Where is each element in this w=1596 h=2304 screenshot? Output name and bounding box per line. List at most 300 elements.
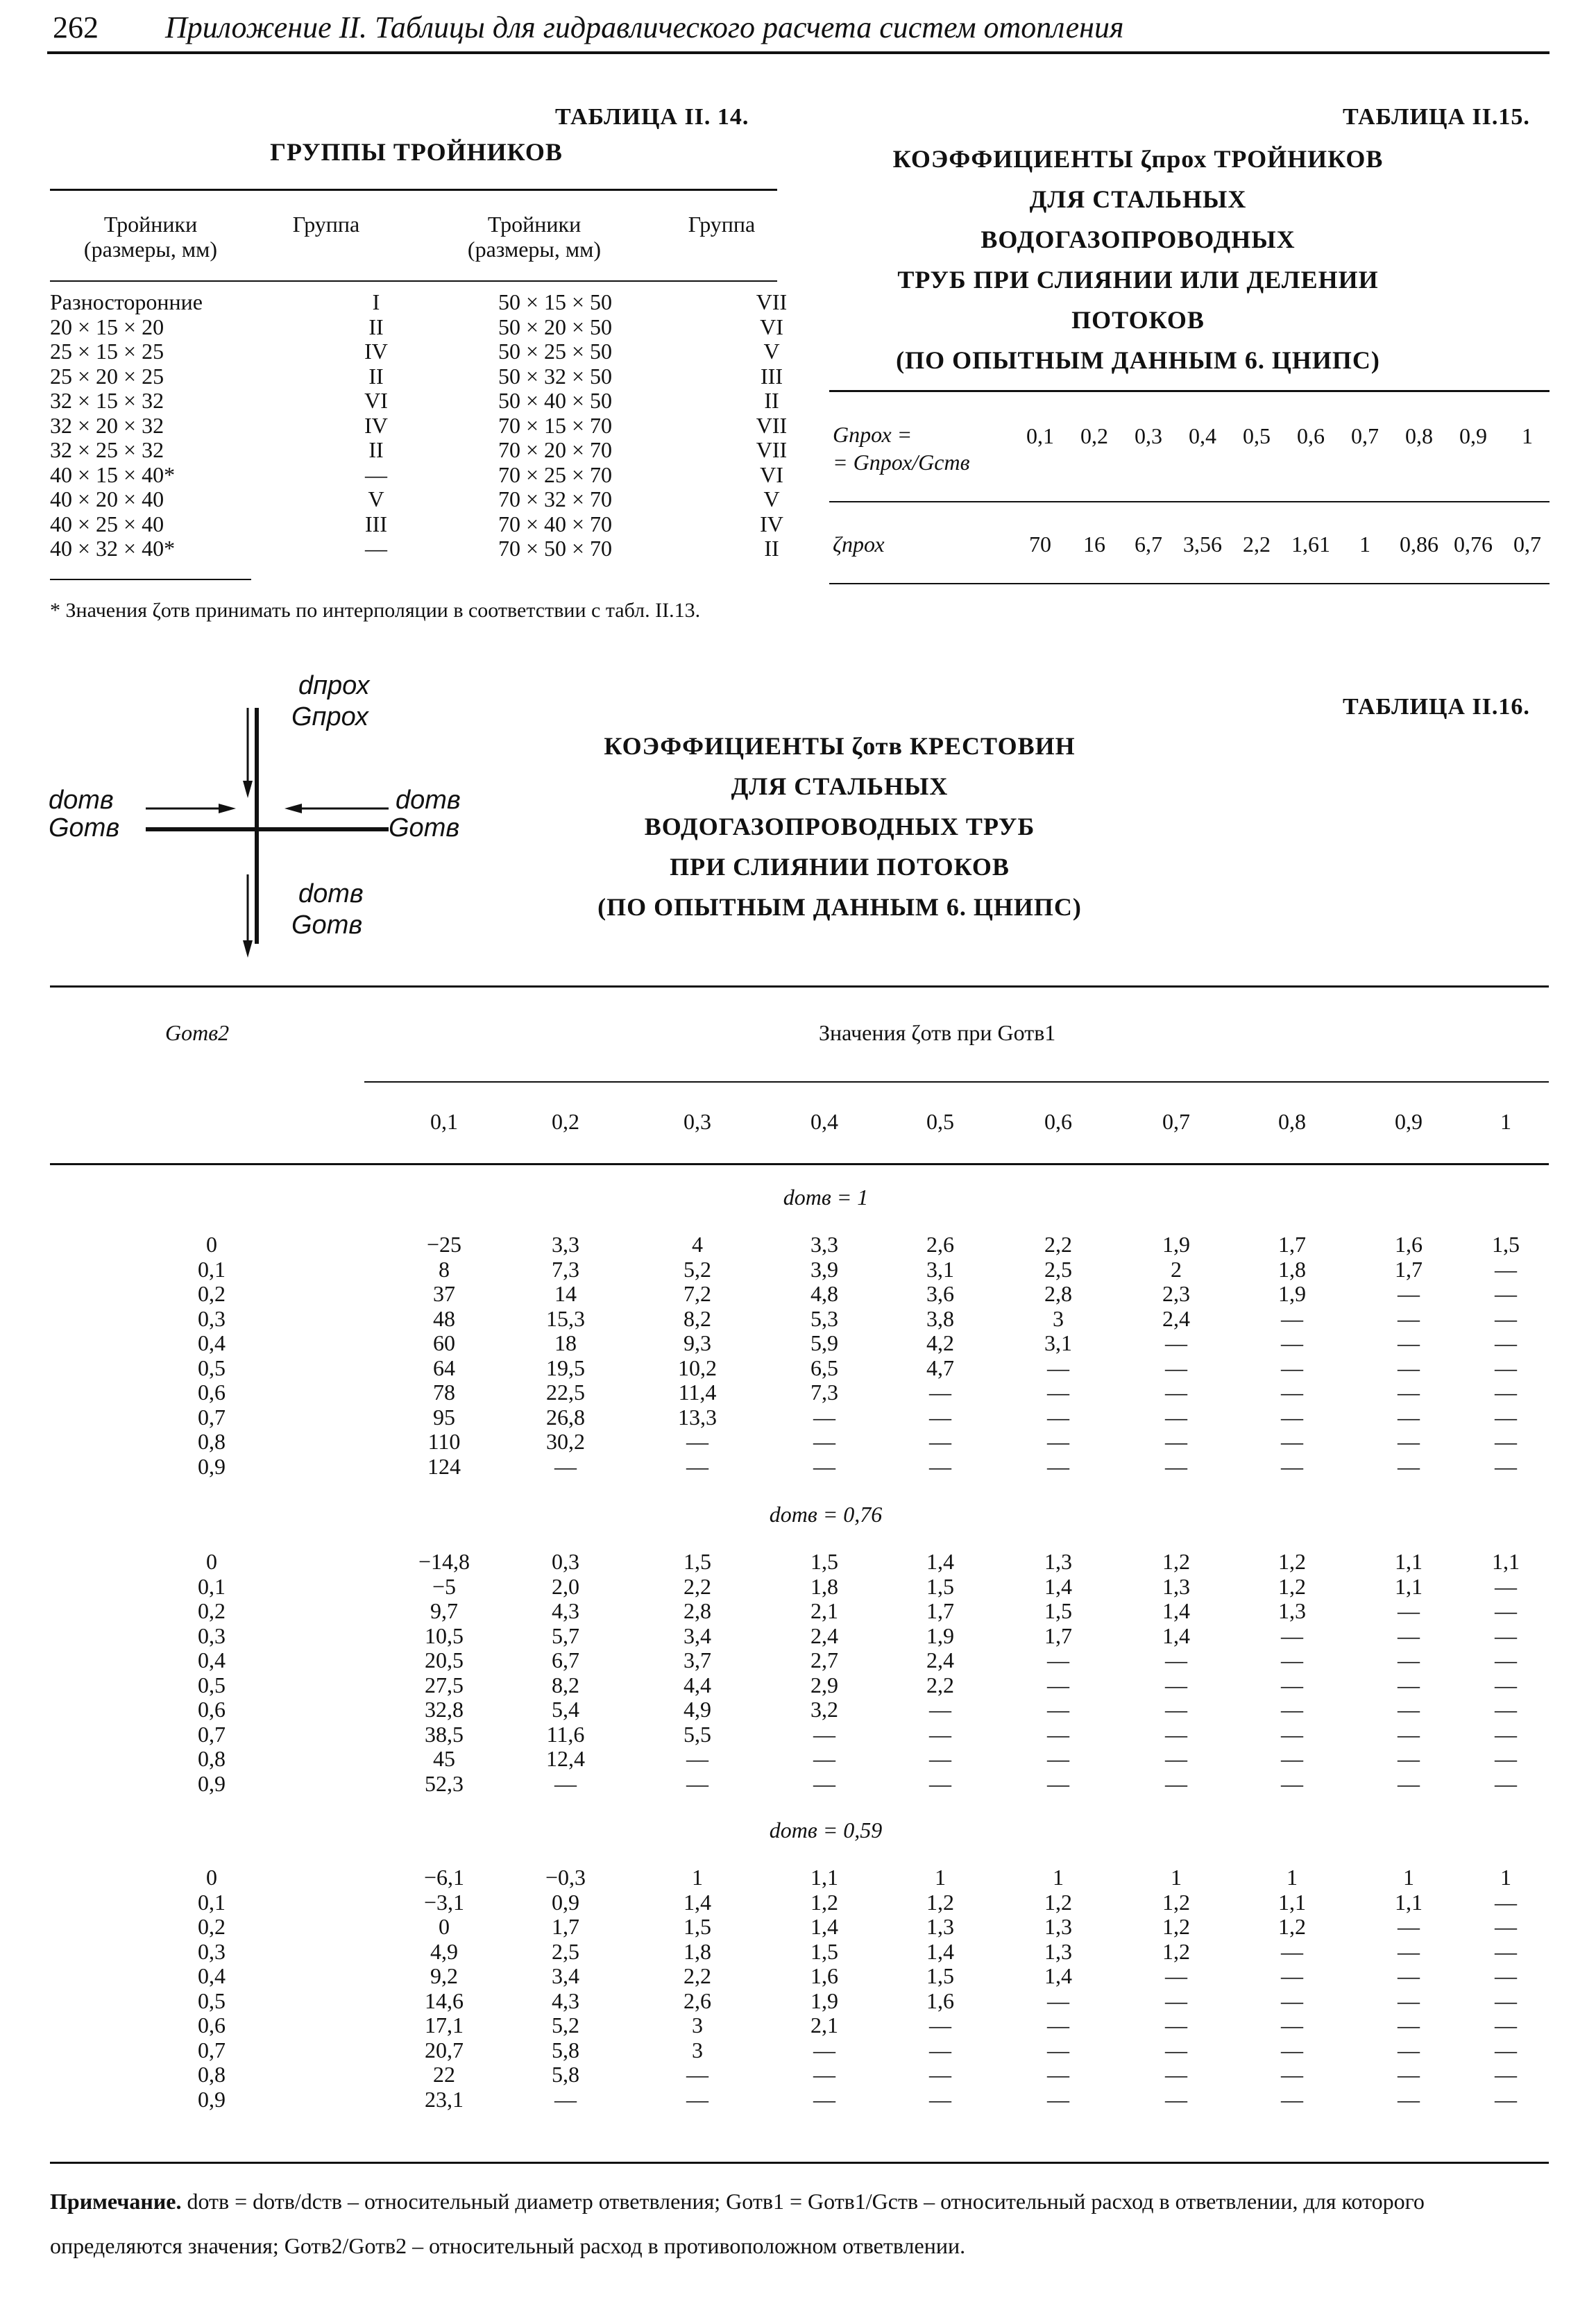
value-cell: —	[1165, 2037, 1187, 2062]
row-label: 0,6	[198, 1697, 226, 1722]
table-row	[0, 1599, 1596, 1624]
value-cell: 14,6	[425, 1988, 464, 2013]
value-cell: —	[1495, 1672, 1517, 1697]
arrow-bottom-head	[243, 940, 253, 958]
value-cell: —	[1398, 1770, 1420, 1796]
value-cell: —	[1165, 1429, 1187, 1454]
value-cell: 1,3	[1044, 1914, 1072, 1939]
tee-group: IV	[364, 339, 388, 364]
table-row	[0, 1940, 1596, 1965]
tee-size: 50 × 20 × 50	[498, 314, 613, 339]
value-cell: 4,8	[810, 1281, 838, 1306]
value-cell: 11,4	[678, 1380, 717, 1405]
value-cell: 4,7	[926, 1355, 954, 1380]
value-cell: 3	[692, 2013, 703, 2038]
g-value: 0,2	[1080, 423, 1108, 448]
table15-title-line: КОЭФФИЦИЕНТЫ ζпрох ТРОЙНИКОВ	[892, 145, 1384, 173]
table16-title-line: ДЛЯ СТАЛЬНЫХ	[731, 772, 949, 800]
table15-title	[826, 139, 1450, 380]
row-label: 0,8	[198, 1746, 226, 1771]
value-cell: —	[1165, 1647, 1187, 1672]
value-cell: —	[1165, 2062, 1187, 2087]
value-cell: —	[813, 1721, 835, 1747]
table15-title-line: ТРУБ ПРИ СЛИЯНИИ ИЛИ ДЕЛЕНИИ	[897, 266, 1379, 294]
table16-title-line: ВОДОГАЗОПРОВОДНЫХ ТРУБ	[644, 813, 1035, 840]
value-cell: —	[1495, 1914, 1517, 1939]
value-cell: —	[1495, 1380, 1517, 1405]
tee-group: V	[368, 486, 384, 511]
value-cell: 8	[439, 1256, 450, 1282]
value-cell: 9,2	[430, 1963, 458, 1988]
col-tee-label: Тройники	[487, 212, 581, 237]
table16-note	[50, 2179, 1552, 2268]
value-cell: 3,1	[926, 1256, 954, 1282]
value-cell: 1,2	[1044, 1889, 1072, 1915]
value-cell: 1,7	[926, 1598, 954, 1623]
value-cell: —	[1495, 1963, 1517, 1988]
table-row	[0, 1257, 1596, 1282]
table14-col-tee-right	[416, 212, 652, 262]
value-cell: 1,5	[684, 1914, 711, 1939]
value-cell: —	[1281, 1380, 1303, 1405]
value-cell: 52,3	[425, 1770, 464, 1796]
value-cell: 1,2	[1278, 1914, 1306, 1939]
value-cell: —	[1495, 1305, 1517, 1331]
value-cell: —	[1398, 1721, 1420, 1747]
value-cell: 2,1	[810, 1598, 838, 1623]
zeta-value: 1	[1359, 532, 1370, 557]
value-cell: 1,3	[926, 1914, 954, 1939]
value-cell: 1,6	[926, 1988, 954, 2013]
value-cell: 1,1	[1492, 1549, 1520, 1574]
value-cell: —	[1495, 1938, 1517, 1964]
row-label: 0,3	[198, 1938, 226, 1964]
value-cell: 2,2	[926, 1672, 954, 1697]
value-cell: —	[1495, 1623, 1517, 1648]
value-cell: —	[1281, 1672, 1303, 1697]
zeta-value: 0,7	[1513, 532, 1541, 557]
value-cell: 2,8	[684, 1598, 711, 1623]
value-cell: 124	[427, 1453, 461, 1479]
tee-group: II	[764, 388, 779, 413]
value-cell: —	[1495, 2086, 1517, 2112]
value-cell: —	[1047, 1672, 1069, 1697]
value-cell: 2,4	[1162, 1305, 1190, 1331]
value-cell: —	[1495, 1355, 1517, 1380]
table-row	[0, 1648, 1596, 1673]
value-cell: 3,8	[926, 1305, 954, 1331]
value-cell: 10,5	[425, 1623, 464, 1648]
value-cell: —	[686, 2062, 708, 2087]
value-cell: —	[1047, 1721, 1069, 1747]
tee-size: 50 × 32 × 50	[498, 363, 613, 389]
value-cell: 1,3	[1162, 1573, 1190, 1599]
value-cell: 1,2	[1278, 1573, 1306, 1599]
value-cell: —	[1047, 2037, 1069, 2062]
column-header: 0,1	[430, 1109, 458, 1134]
value-cell: 3	[1053, 1305, 1064, 1331]
value-cell: −25	[426, 1232, 462, 1257]
table-row	[50, 363, 783, 389]
page-number: 262	[53, 10, 99, 44]
value-cell: 1,2	[1162, 1889, 1190, 1915]
zeta-value: 3,56	[1183, 532, 1222, 557]
value-cell: 2,5	[1044, 1256, 1072, 1282]
value-cell: —	[1495, 1647, 1517, 1672]
tee-group: VII	[756, 289, 788, 314]
value-cell: —	[1495, 1573, 1517, 1599]
row-label: 0,4	[198, 1330, 226, 1355]
running-title: Приложение II. Таблицы для гидравлического расчета систем отопления	[165, 10, 1124, 44]
value-cell: 2,8	[1044, 1281, 1072, 1306]
value-cell: 0,3	[552, 1549, 579, 1574]
value-cell: 3,1	[1044, 1330, 1072, 1355]
value-cell: 2,2	[684, 1573, 711, 1599]
table-row	[50, 486, 780, 512]
value-cell: —	[1495, 2062, 1517, 2087]
value-cell: 0	[439, 1914, 450, 1939]
tee-group: I	[372, 289, 380, 314]
table-row	[0, 1550, 1596, 1575]
value-cell: —	[1047, 1380, 1069, 1405]
value-cell: —	[813, 2086, 835, 2112]
tee-group: VI	[364, 388, 388, 413]
value-cell: 10,2	[678, 1355, 717, 1380]
value-cell: 1,6	[1395, 1232, 1423, 1257]
table14-col-group-right: Группа	[688, 212, 756, 237]
note-label: Примечание.	[50, 2189, 182, 2214]
value-cell: 1,5	[926, 1573, 954, 1599]
column-header: 0,6	[1044, 1109, 1072, 1134]
table14-top-rule	[50, 189, 777, 191]
value-cell: 4,3	[552, 1598, 579, 1623]
value-cell: 1,1	[1395, 1573, 1423, 1599]
value-cell: 38,5	[425, 1721, 464, 1747]
value-cell: —	[1281, 1429, 1303, 1454]
section-caption: dотв = 0,59	[769, 1818, 883, 1843]
value-cell: 1,2	[1162, 1938, 1190, 1964]
g-value: 0,6	[1297, 423, 1325, 448]
row-label: 0,6	[198, 1380, 226, 1405]
column-header: 0,7	[1162, 1109, 1190, 1134]
tee-size: 25 × 20 × 25	[50, 363, 164, 389]
value-cell: —	[929, 2086, 951, 2112]
value-cell: 3,4	[684, 1623, 711, 1648]
column-header: 0,3	[684, 1109, 711, 1134]
value-cell: —	[554, 2086, 577, 2112]
g-value: 0,9	[1459, 423, 1487, 448]
value-cell: 1,8	[810, 1573, 838, 1599]
value-cell: 1,9	[926, 1623, 954, 1648]
cross-fitting-diagram	[42, 666, 513, 965]
row-label: 0,2	[198, 1281, 226, 1306]
column-header: 1	[1500, 1109, 1511, 1134]
table16-row-header: Gотв2	[165, 1020, 230, 1045]
table15-title-line: (ПО ОПЫТНЫМ ДАННЫМ 6. ЦНИПС)	[896, 346, 1380, 374]
value-cell: 1,2	[926, 1889, 954, 1915]
value-cell: —	[929, 1404, 951, 1430]
table-row	[0, 1624, 1596, 1649]
value-cell: 20,7	[425, 2037, 464, 2062]
table-row	[0, 2087, 1596, 2112]
value-cell: —	[1047, 1746, 1069, 1771]
value-cell: —	[1047, 1697, 1069, 1722]
row-label: 0	[206, 1865, 217, 1890]
row-label: 0,6	[198, 2013, 226, 2038]
zeta-value: 16	[1083, 532, 1105, 557]
value-cell: 2,9	[810, 1672, 838, 1697]
table16-head-rule	[50, 1163, 1549, 1165]
value-cell: 19,5	[546, 1355, 585, 1380]
value-cell: —	[813, 2037, 835, 2062]
label-top-d: dпрох	[298, 671, 370, 700]
value-cell: —	[929, 1697, 951, 1722]
tee-group: IV	[760, 511, 783, 536]
value-cell: 3,2	[810, 1697, 838, 1722]
column-header: 0,5	[926, 1109, 954, 1134]
zeta-value: 2,2	[1243, 532, 1271, 557]
value-cell: —	[1165, 1355, 1187, 1380]
table-row	[0, 1964, 1596, 1989]
value-cell: —	[554, 1453, 577, 1479]
tee-size: 70 × 32 × 70	[498, 486, 613, 511]
value-cell: 1,1	[1395, 1549, 1423, 1574]
value-cell: —	[1398, 1429, 1420, 1454]
tee-size: 32 × 25 × 32	[50, 437, 164, 462]
tee-group: II	[368, 437, 384, 462]
value-cell: 4,3	[552, 1988, 579, 2013]
value-cell: 1	[1171, 1865, 1182, 1890]
value-cell: 60	[433, 1330, 455, 1355]
value-cell: 4	[692, 1232, 703, 1257]
value-cell: 1	[935, 1865, 946, 1890]
value-cell: —	[686, 1429, 708, 1454]
value-cell: 3,6	[926, 1281, 954, 1306]
value-cell: 7,3	[552, 1256, 579, 1282]
row-label: 0,7	[198, 1721, 226, 1747]
column-header: 0,8	[1278, 1109, 1306, 1134]
value-cell: 2,2	[1044, 1232, 1072, 1257]
section-caption: dотв = 1	[783, 1185, 869, 1210]
tee-group: II	[764, 536, 779, 561]
table16-label: ТАБЛИЦА II.16.	[1343, 694, 1530, 720]
value-cell: —	[1281, 2037, 1303, 2062]
value-cell: 3,4	[552, 1963, 579, 1988]
value-cell: —	[1495, 1404, 1517, 1430]
g-value: 0,5	[1243, 423, 1271, 448]
label-bottom-d: dотв	[298, 879, 364, 908]
value-cell: 8,2	[684, 1305, 711, 1331]
value-cell: —	[1165, 1746, 1187, 1771]
value-cell: —	[1165, 1380, 1187, 1405]
g-label-b: = Gпрох/Gств	[833, 450, 970, 475]
value-cell: 1,9	[1278, 1281, 1306, 1306]
tee-size: 50 × 15 × 50	[498, 289, 613, 314]
row-label: 0	[206, 1549, 217, 1574]
table-row	[0, 1356, 1596, 1381]
value-cell: 27,5	[425, 1672, 464, 1697]
value-cell: 2,5	[552, 1938, 579, 1964]
table16-body	[0, 1180, 1596, 2158]
zeta-value: 1,61	[1291, 532, 1330, 557]
value-cell: 1,7	[552, 1914, 579, 1939]
value-cell: 14	[554, 1281, 577, 1306]
value-cell: —	[929, 2037, 951, 2062]
table-row	[50, 511, 783, 537]
value-cell: —	[1495, 1453, 1517, 1479]
table-row	[0, 1331, 1596, 1356]
tee-size: 40 × 25 × 40	[50, 511, 164, 536]
tee-group: IV	[364, 412, 388, 438]
value-cell: —	[1047, 1429, 1069, 1454]
value-cell: —	[1281, 1647, 1303, 1672]
col-tee-sub: (размеры, мм)	[83, 237, 218, 262]
value-cell: —	[1398, 1988, 1420, 2013]
value-cell: 9,3	[684, 1330, 711, 1355]
value-cell: 2,7	[810, 1647, 838, 1672]
value-cell: 5,2	[684, 1256, 711, 1282]
value-cell: 2,0	[552, 1573, 579, 1599]
value-cell: 1,5	[684, 1549, 711, 1574]
tee-size: Разносторонние	[50, 289, 203, 314]
value-cell: −3,1	[423, 1889, 465, 1915]
value-cell: 1,7	[1395, 1256, 1423, 1282]
value-cell: 9,7	[430, 1598, 458, 1623]
value-cell: 1	[1403, 1865, 1414, 1890]
table-row	[50, 289, 788, 315]
table-row	[0, 1233, 1596, 1257]
row-label: 0,2	[198, 1598, 226, 1623]
value-cell: 8,2	[552, 1672, 579, 1697]
value-cell: —	[1047, 1404, 1069, 1430]
value-cell: —	[1165, 1672, 1187, 1697]
value-cell: 1,7	[1278, 1232, 1306, 1257]
value-cell: 1,9	[810, 1988, 838, 2013]
value-cell: —	[929, 1721, 951, 1747]
tee-group: VII	[756, 437, 788, 462]
value-cell: 1,1	[810, 1865, 838, 1890]
table15-top-rule	[829, 390, 1550, 392]
value-cell: −5	[432, 1573, 457, 1599]
value-cell: 5,2	[552, 2013, 579, 2038]
value-cell: 78	[433, 1380, 455, 1405]
value-cell: —	[1047, 1355, 1069, 1380]
value-cell: 3	[692, 2037, 703, 2062]
row-label: 0,1	[198, 1889, 226, 1915]
table16-top-rule	[50, 985, 1549, 988]
arrow-left-head	[219, 804, 236, 813]
value-cell: 6,7	[552, 1647, 579, 1672]
value-cell: 2,3	[1162, 1281, 1190, 1306]
value-cell: 1,4	[1044, 1963, 1072, 1988]
table-row	[0, 1890, 1596, 1915]
row-label: 0,1	[198, 1573, 226, 1599]
tee-group: III	[365, 511, 387, 536]
tee-group: II	[368, 363, 384, 389]
value-cell: —	[1281, 1721, 1303, 1747]
value-cell: —	[686, 1770, 708, 1796]
value-cell: 4,9	[684, 1697, 711, 1722]
row-label: 0,4	[198, 1647, 226, 1672]
value-cell: 1	[1500, 1865, 1511, 1890]
value-cell: —	[1398, 1746, 1420, 1771]
value-cell: —	[1165, 2013, 1187, 2038]
value-cell: 1,2	[1162, 1914, 1190, 1939]
table15-label: ТАБЛИЦА II.15.	[1343, 104, 1530, 130]
value-cell: —	[929, 1770, 951, 1796]
value-cell: 13,3	[678, 1404, 717, 1430]
value-cell: —	[1047, 2062, 1069, 2087]
label-left-g: Gотв	[49, 813, 120, 842]
value-cell: 22,5	[546, 1380, 585, 1405]
table-row	[0, 1722, 1596, 1747]
value-cell: 1,1	[1278, 1889, 1306, 1915]
row-label: 0,5	[198, 1988, 226, 2013]
tee-size: 50 × 40 × 50	[498, 388, 613, 413]
value-cell: 110	[427, 1429, 461, 1454]
table-row	[50, 437, 788, 463]
value-cell: —	[1281, 2086, 1303, 2112]
value-cell: —	[1281, 1938, 1303, 1964]
value-cell: 1,4	[1162, 1598, 1190, 1623]
table-row	[50, 461, 783, 488]
table-row	[0, 1575, 1596, 1600]
tee-group: —	[365, 461, 387, 487]
tee-group: II	[368, 314, 384, 339]
value-cell: −6,1	[423, 1865, 465, 1890]
col-tee-sub: (размеры, мм)	[467, 237, 602, 262]
value-cell: —	[1047, 2013, 1069, 2038]
row-label: 0,5	[198, 1355, 226, 1380]
g-value: 0,7	[1351, 423, 1379, 448]
value-cell: 1,4	[926, 1938, 954, 1964]
value-cell: 26,8	[546, 1404, 585, 1430]
value-cell: —	[1165, 2086, 1187, 2112]
value-cell: —	[1281, 1746, 1303, 1771]
value-cell: 18	[554, 1330, 577, 1355]
table-row	[0, 1772, 1596, 1797]
tee-size: 40 × 15 × 40*	[50, 461, 176, 487]
row-label: 0,8	[198, 1429, 226, 1454]
row-label: 0	[206, 1232, 217, 1257]
value-cell: —	[1398, 1914, 1420, 1939]
g-value: 0,1	[1026, 423, 1054, 448]
tee-size: 70 × 50 × 70	[498, 536, 613, 561]
value-cell: —	[1398, 2013, 1420, 2038]
value-cell: —	[1495, 2037, 1517, 2062]
tee-size: 32 × 15 × 32	[50, 388, 164, 413]
value-cell: —	[1165, 1770, 1187, 1796]
value-cell: —	[1495, 1281, 1517, 1306]
col-tee-label: Тройники	[103, 212, 198, 237]
value-cell: —	[554, 1770, 577, 1796]
value-cell: 32,8	[425, 1697, 464, 1722]
tee-size: 70 × 25 × 70	[498, 461, 613, 487]
table-row	[0, 2062, 1596, 2087]
g-label-a: Gпрох =	[833, 422, 912, 447]
table15-title-line: ПОТОКОВ	[1071, 306, 1205, 334]
value-cell: —	[1495, 1429, 1517, 1454]
table-row	[0, 1915, 1596, 1940]
value-cell: —	[1281, 1963, 1303, 1988]
value-cell: 1,7	[1044, 1623, 1072, 1648]
tee-group: VI	[760, 314, 783, 339]
value-cell: —	[1281, 1453, 1303, 1479]
label-bottom-g: Gотв	[291, 910, 363, 940]
value-cell: 0,9	[552, 1889, 579, 1915]
value-cell: 1,8	[1278, 1256, 1306, 1282]
value-cell: 2,2	[684, 1963, 711, 1988]
